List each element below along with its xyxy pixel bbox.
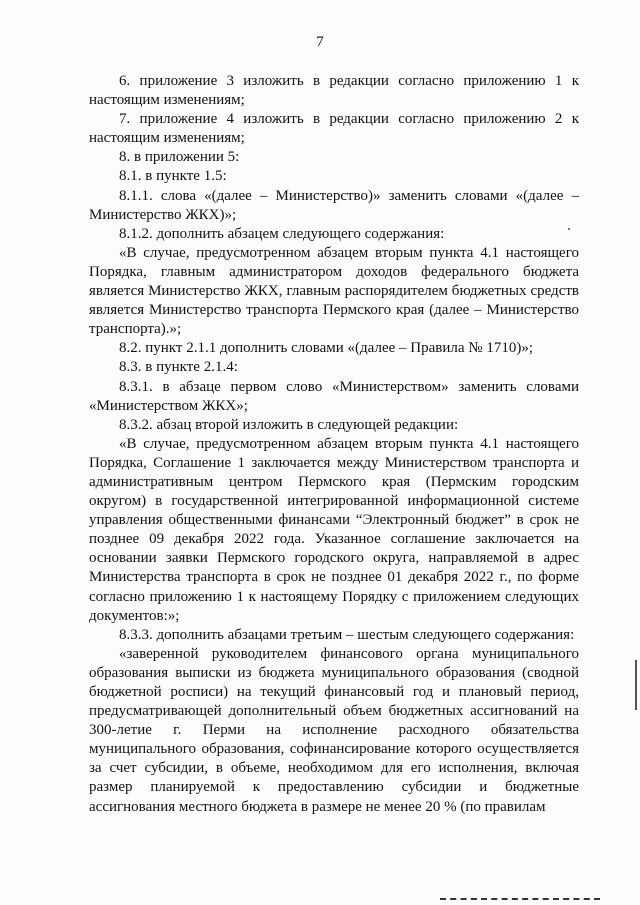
paragraph: 8.3.1. в абзаце первом слово «Министерством» заменить словами «Министерством ЖКХ»; (89, 378, 579, 414)
paragraph: 6. приложение 3 изложить в редакции согласно приложению 1 к настоящим изменениям; (89, 73, 579, 109)
scan-bottom-edge (440, 898, 600, 904)
scan-artifact (568, 228, 570, 230)
paragraph: 8.3. в пункте 2.1.4: (119, 359, 238, 376)
paragraph: «В случае, предусмотренном абзацем вторым пункта 4.1 настоящего Порядка, Соглашение 1 заключается между Министерством транспорта и административным центром Пермского края (Пермским городским округом) в государственной интегрированной информационной системе управления общественными финансами “Электронный бюджет” в срок не позднее 09 декабря 2022 года. Указанное соглашение заключается на основании заявки Пермского городского округа, направляемой в адрес Министерства транспорта в срок не позднее 01 декабря 2022 г., по форме согласно приложению 1 к настоящему Порядку с приложением следующих документов:»; (89, 435, 579, 624)
paragraph: «В случае, предусмотренном абзацем вторым пункта 4.1 настоящего Порядка, главным администратором доходов федерального бюджета является Министерство ЖКХ, главным распорядителем бюджетных средств является Министерство транспорта Пермского края (далее – Министерство транспорта).»; (89, 244, 579, 338)
paragraph: 8.1.1. слова «(далее – Министерство)» заменить словами «(далее – Министерство ЖКХ)»; (89, 187, 579, 223)
paragraph: 8.1. в пункте 1.5: (119, 168, 227, 185)
paragraph: 8.1.2. дополнить абзацем следующего содержания: (119, 225, 445, 242)
scan-edge-mark (635, 660, 637, 710)
document-body (89, 72, 579, 817)
paragraph: 8.2. пункт 2.1.1 дополнить словами «(далее – Правила № 1710)»; (119, 340, 533, 357)
paragraph: «заверенной руководителем финансового органа муниципального образования выписки из бюджета муниципального образования (сводной бюджетной росписи) на текущий финансовый год и плановый период, предусматривающей дополнительный объем бюджетных ассигнований на 300-летие г. Перми на исполнение расходного обязательства муниципального образования, софинансирование которого осуществляется за счет субсидии, в объеме, необходимом для его исполнения, включая размер планируемой к предоставлению субсидии и бюджетные ассигнования местного бюджета в размере не менее 20 % (по правилам (89, 645, 579, 815)
paragraph: 8. в приложении 5: (119, 149, 240, 166)
paragraph: 7. приложение 4 изложить в редакции согласно приложению 2 к настоящим изменениям; (89, 111, 579, 147)
paragraph: 8.3.2. абзац второй изложить в следующей редакции: (119, 416, 459, 433)
page-number: 7 (316, 34, 324, 50)
paragraph: 8.3.3. дополнить абзацами третьим – шестым следующего содержания: (119, 626, 575, 643)
